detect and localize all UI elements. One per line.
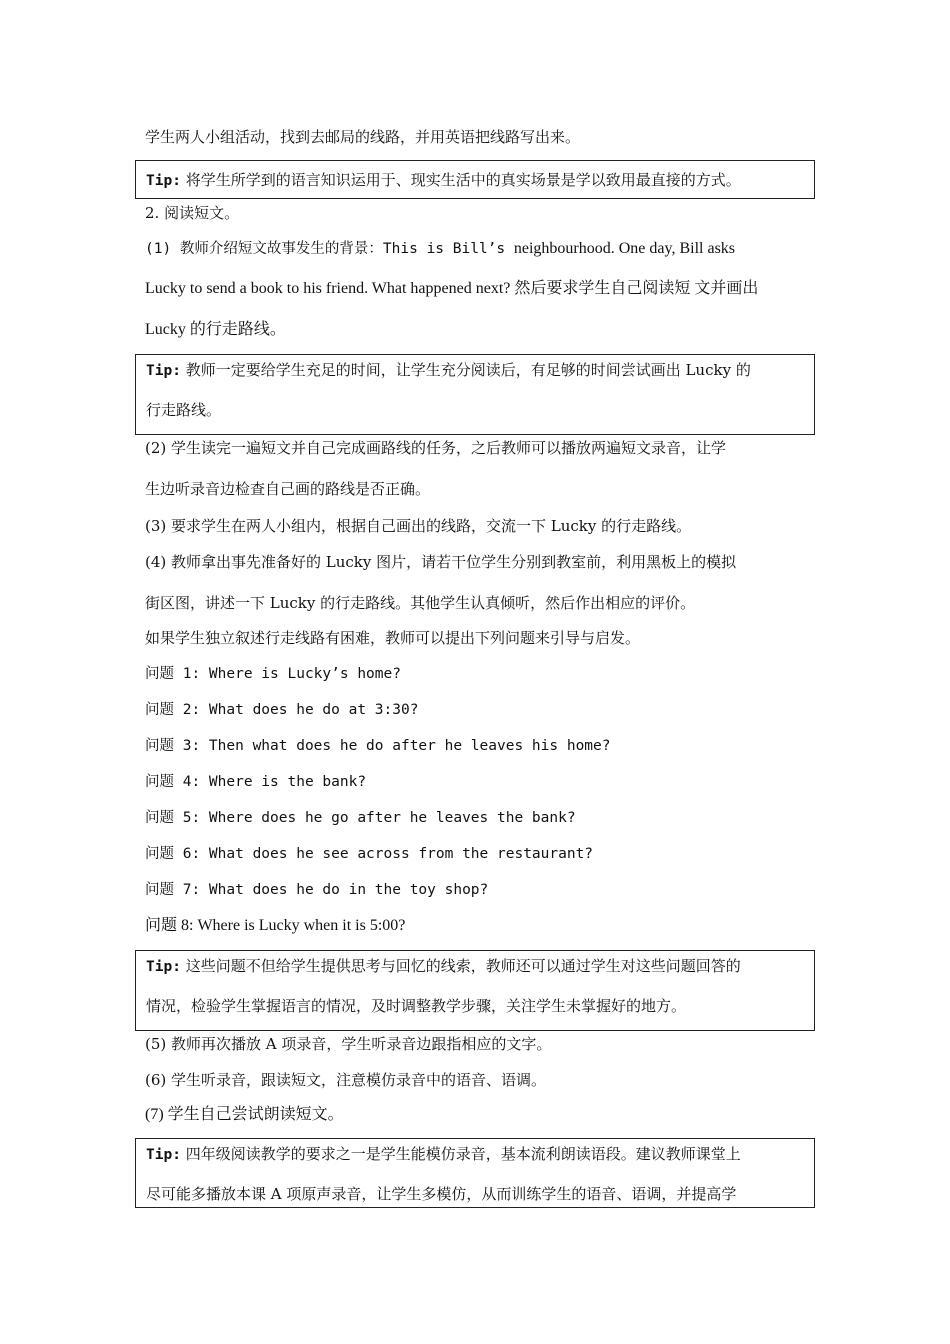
paragraph-step3: (3) 要求学生在两人小组内，根据自己画出的线路，交流一下 Lucky 的行走路线。 — [145, 517, 692, 535]
tip-line — [146, 360, 751, 381]
paragraph-pair-activity: 学生两人小组活动，找到去邮局的线路，并用英语把线路写出来。 — [145, 128, 581, 146]
paragraph-step7: (7) 学生自己尝试朗读短文。 — [145, 1106, 344, 1123]
question-8: 问题 8: Where is Lucky when it is 5:00? — [145, 917, 406, 934]
tip-label: Tip: — [146, 1147, 181, 1163]
paragraph-step5: (5) 教师再次播放 A 项录音，学生听录音边跟指相应的文字。 — [145, 1035, 552, 1053]
question-2: 问题 2: What does he do at 3:30? — [145, 702, 419, 718]
tip-label: Tip: — [146, 959, 181, 975]
paragraph-step1-line1 — [145, 238, 735, 259]
text-segment: neighbourhood. One day, Bill asks — [513, 240, 736, 257]
tip-box-2 — [135, 354, 815, 435]
tip-text: 四年级阅读教学的要求之一是学生能模仿录音，基本流利朗读语段。建议教师课堂上 — [180, 1145, 741, 1163]
tip-box-1 — [135, 160, 815, 199]
paragraph-step6: (6) 学生听录音，跟读短文，注意模仿录音中的语音、语调。 — [145, 1071, 547, 1089]
question-6: 问题 6: What does he see across from the restaurant? — [145, 846, 594, 862]
question-5: 问题 5: Where does he go after he leaves the bank? — [145, 810, 576, 826]
tip-text: 这些问题不但给学生提供思考与回忆的线索，教师还可以通过学生对这些问题回答的 — [180, 957, 741, 975]
paragraph-step4-line1: (4) 教师拿出事先准备好的 Lucky 图片，请若干位学生分别到教室前，利用黑板上的模拟 — [145, 553, 737, 571]
tip-label: Tip: — [146, 363, 181, 379]
tip-line — [146, 170, 741, 191]
tip-box-4 — [135, 1138, 815, 1208]
tip-line: 情况，检验学生掌握语言的情况，及时调整教学步骤，关注学生未掌握好的地方。 — [146, 997, 687, 1015]
section-heading-reading: 2. 阅读短文。 — [145, 204, 240, 222]
question-1: 问题 1: Where is Lucky’s home? — [145, 666, 401, 682]
question-4: 问题 4: Where is the bank? — [145, 774, 367, 790]
question-7: 问题 7: What does he do in the toy shop? — [145, 882, 489, 898]
paragraph-step2-line2: 生边听录音边检查自己画的路线是否正确。 — [145, 480, 431, 498]
paragraph-step2-line1: (2) 学生读完一遍短文并自己完成画路线的任务，之后教师可以播放两遍短文录音，让学 — [145, 439, 727, 457]
paragraph-step4-line2: 街区图，讲述一下 Lucky 的行走路线。其他学生认真倾听，然后作出相应的评价。 — [145, 594, 696, 612]
paragraph-step1-line2: Lucky to send a book to his friend. What happened next? 然后要求学生自己阅读短 文并画出 — [145, 280, 759, 297]
question-3: 问题 3: Then what does he do after he leaves his home? — [145, 738, 611, 754]
paragraph-guidance: 如果学生独立叙述行走线路有困难，教师可以提出下列问题来引导与启发。 — [145, 629, 641, 647]
text-segment: (1) 教师介绍短文故事发生的背景：This is Bill’s — [145, 241, 514, 257]
tip-box-3 — [135, 950, 815, 1031]
tip-line: 行走路线。 — [146, 401, 222, 419]
tip-line — [146, 1144, 741, 1165]
tip-text: 教师一定要给学生充足的时间，让学生充分阅读后，有足够的时间尝试画出 Lucky 的 — [180, 361, 751, 379]
paragraph-step1-line3: Lucky 的行走路线。 — [145, 321, 286, 338]
tip-text: 将学生所学到的语言知识运用于、现实生活中的真实场景是学以致用最直接的方式。 — [180, 171, 741, 189]
tip-label: Tip: — [146, 173, 181, 189]
tip-line — [146, 956, 741, 977]
tip-line: 尽可能多播放本课 A 项原声录音，让学生多模仿，从而训练学生的语音、语调，并提高学 — [146, 1185, 737, 1203]
